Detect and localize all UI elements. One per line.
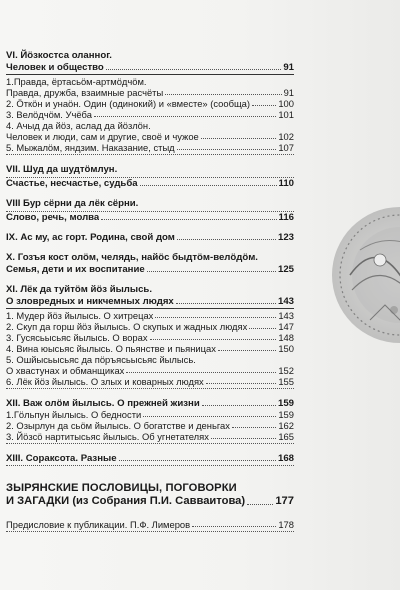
entry-text: Человек и общество (6, 62, 104, 73)
toc-entry[interactable] (6, 519, 294, 530)
entry-page: 148 (278, 332, 294, 343)
entry-page: 147 (278, 321, 294, 332)
leader-dots (147, 271, 276, 272)
entry-text: XIII. Сораксота. Разные (6, 453, 117, 464)
toc-entry-appendix[interactable] (6, 495, 294, 508)
entry-page: 107 (278, 142, 294, 153)
entry-page: 152 (278, 365, 294, 376)
leader-dots (140, 185, 277, 186)
toc-entry[interactable] (6, 310, 294, 321)
toc-entry[interactable] (6, 343, 294, 354)
entry-text: 1. Мудер йöз йылысь. О хитрецах (6, 310, 154, 321)
leader-dots (247, 504, 273, 505)
toc-entry[interactable] (6, 398, 294, 409)
leader-dots (101, 219, 276, 220)
leader-dots (201, 138, 277, 139)
entry-text: Слово, речь, молва (6, 212, 100, 223)
toc-entry[interactable] (6, 365, 294, 376)
toc-entry (6, 120, 294, 131)
entry-text: О хвастунах и обманщиках (6, 365, 125, 376)
entry-page: 165 (278, 431, 294, 442)
toc-entry (6, 76, 294, 87)
entry-text: 1.Гöльпун йылысь. О бедности (6, 409, 142, 420)
entry-page: 143 (278, 310, 294, 321)
entry-text: 5. Мыжалöм, яндзим. Наказание, стыд (6, 142, 175, 153)
entry-page: 178 (278, 519, 294, 530)
entry-text: 3. Йöзсö нартитысьяс йылысь. Об угнетателях (6, 431, 209, 442)
entry-text: XII. Важ олöм йылысь. О прежней жизни (6, 398, 200, 409)
toc-entry[interactable] (6, 453, 294, 464)
section-title: VIII Бур сёрни да лёк сёрни. (6, 198, 139, 209)
entry-page: 110 (278, 178, 294, 189)
leader-dots (211, 438, 276, 439)
divider (6, 74, 294, 75)
entry-page: 150 (278, 343, 294, 354)
entry-page: 101 (278, 109, 294, 120)
entry-text: IX. Ас му, ас горт. Родина, свой дом (6, 232, 175, 243)
leader-dots (119, 460, 276, 461)
divider (6, 531, 294, 532)
leader-dots (155, 317, 276, 318)
entry-text: Предисловие к публикации. П.Ф. Лимеров (6, 519, 191, 530)
toc-entry[interactable] (6, 212, 294, 223)
entry-text: 2. Озырлун да сьöм йылысь. О богатстве и деньгах (6, 420, 230, 431)
toc-entry[interactable] (6, 87, 294, 98)
entry-page: 91 (283, 62, 294, 73)
toc-entry[interactable] (6, 321, 294, 332)
entry-page: 123 (277, 232, 294, 243)
entry-text: 6. Лёк йöз йылысь. О злых и коварных людях (6, 376, 204, 387)
entry-page: 91 (283, 87, 294, 98)
section-title: X. Гозъя кост олöм, челядь, найöс быдтöм-велöдöм. (6, 252, 258, 263)
entry-text: 4. Вина юысьяс йылысь. О пьянстве и пьяницах (6, 343, 216, 354)
entry-page: 155 (278, 376, 294, 387)
toc-entry[interactable] (6, 431, 294, 442)
entry-page: 125 (277, 264, 294, 275)
entry-text: 3. Гусясьысьяс йылысь. О ворах (6, 332, 148, 343)
entry-text: 2. Скуп да горш йöз йылысь. О скупых и жадных людях (6, 321, 248, 332)
toc-entry[interactable] (6, 232, 294, 243)
table-of-contents (6, 50, 294, 532)
entry-page: 159 (277, 398, 294, 409)
entry-text: 5. Ошйысьысьяс да пöръясьысьяс йылысь. (6, 354, 196, 365)
leader-dots (165, 94, 281, 95)
entry-text: 3. Велöдчöм. Учёба (6, 109, 92, 120)
entry-text: Счастье, несчастье, судьба (6, 178, 138, 189)
leader-dots (176, 303, 276, 304)
leader-dots (94, 116, 276, 117)
leader-dots (249, 328, 276, 329)
leader-dots (177, 149, 277, 150)
entry-page: 162 (278, 420, 294, 431)
toc-entry[interactable] (6, 131, 294, 142)
leader-dots (192, 526, 276, 527)
toc-entry[interactable] (6, 264, 294, 275)
entry-text: Правда, дружба, взаимные расчёты (6, 87, 164, 98)
entry-page: 168 (277, 453, 294, 464)
leader-dots (252, 105, 276, 106)
entry-text: Семья, дети и их воспитание (6, 264, 145, 275)
section-title: VII. Шуд да шудтöмлун. (6, 164, 118, 175)
toc-entry[interactable] (6, 142, 294, 153)
entry-page: 116 (278, 212, 294, 223)
entry-text: 4. Ачыд да йöз, аслад да йöзлöн. (6, 120, 151, 131)
entry-text: 1.Правда, ёртасьöм-артмöдчöм. (6, 76, 147, 87)
leader-dots (177, 239, 276, 240)
entry-text: И ЗАГАДКИ (из Собрания П.И. Савваитова) (6, 495, 246, 507)
appendix-heading-line1: ЗЫРЯНСКИЕ ПОСЛОВИЦЫ, ПОГОВОРКИ (6, 482, 237, 494)
toc-entry[interactable] (6, 332, 294, 343)
entry-text: 2. Öткöн и унаöн. Один (одинокий) и «вместе» (сообща) (6, 98, 250, 109)
section-title: XI. Лёк да туйтöм йöз йылысь. (6, 284, 152, 295)
entry-page: 102 (278, 131, 294, 142)
entry-page: 159 (278, 409, 294, 420)
leader-dots (126, 372, 276, 373)
leader-dots (106, 69, 282, 70)
leader-dots (218, 350, 276, 351)
toc-entry[interactable] (6, 296, 294, 307)
toc-entry[interactable] (6, 178, 294, 189)
toc-entry[interactable] (6, 420, 294, 431)
leader-dots (143, 416, 276, 417)
entry-text: Человек и люди, сам и другие, своё и чужое (6, 131, 199, 142)
entry-page: 177 (275, 495, 294, 507)
toc-entry[interactable] (6, 109, 294, 120)
toc-entry[interactable] (6, 62, 294, 73)
toc-entry[interactable] (6, 98, 294, 109)
entry-text: О зловредных и никчемных людях (6, 296, 174, 307)
divider (6, 308, 294, 309)
entry-page: 100 (278, 98, 294, 109)
leader-dots (232, 427, 276, 428)
entry-page: 143 (277, 296, 294, 307)
ornament-illustration (330, 180, 400, 370)
leader-dots (150, 339, 277, 340)
leader-dots (206, 383, 277, 384)
section-title: VI. Йöзкостса оланног. (6, 50, 112, 61)
leader-dots (202, 405, 276, 406)
toc-entry[interactable] (6, 409, 294, 420)
toc-entry (6, 354, 294, 365)
toc-entry[interactable] (6, 376, 294, 387)
